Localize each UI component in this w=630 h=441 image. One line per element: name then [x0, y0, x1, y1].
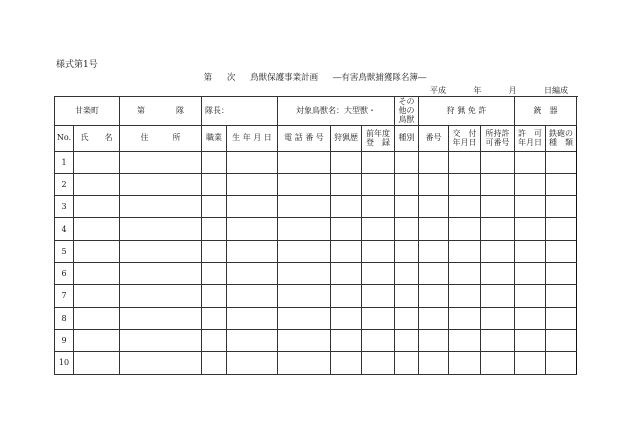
blank-entry-cell[interactable] [120, 263, 202, 285]
blank-entry-cell[interactable] [331, 285, 362, 307]
blank-entry-cell[interactable] [546, 151, 577, 173]
blank-entry-cell[interactable] [331, 218, 362, 240]
blank-entry-cell[interactable] [515, 329, 546, 351]
blank-entry-cell[interactable] [515, 285, 546, 307]
blank-entry-cell[interactable] [419, 285, 449, 307]
table-row [55, 329, 577, 351]
blank-entry-cell[interactable] [227, 151, 278, 173]
col-phone: 電 話 番 号 [278, 125, 331, 151]
blank-entry-cell[interactable] [120, 173, 202, 195]
date-era: 平成 [430, 86, 446, 95]
blank-entry-cell[interactable] [515, 218, 546, 240]
town-cell: 甘楽町 [55, 97, 120, 126]
blank-entry-cell[interactable] [202, 196, 227, 218]
blank-entry-cell[interactable] [278, 218, 331, 240]
col-issue-date: 交 付 年月日 [449, 125, 481, 151]
row-number: 9 [55, 329, 74, 351]
title-ordinal-suffix: 次 [226, 73, 236, 83]
blank-entry-cell[interactable] [278, 263, 331, 285]
blank-entry-cell[interactable] [546, 196, 577, 218]
blank-entry-cell[interactable] [278, 329, 331, 351]
blank-entry-cell[interactable] [449, 352, 481, 374]
team-suffix: 隊 [176, 106, 185, 116]
blank-entry-cell[interactable] [74, 329, 120, 351]
blank-entry-cell[interactable] [419, 329, 449, 351]
row-number: 6 [55, 263, 74, 285]
col-gun-kind: 鉄砲の 種 類 [546, 125, 577, 151]
blank-entry-cell[interactable] [74, 240, 120, 262]
blank-entry-cell[interactable] [362, 173, 395, 195]
title-register: ―有害鳥獣捕獲隊名簿― [332, 73, 427, 83]
blank-entry-cell[interactable] [395, 218, 419, 240]
blank-entry-cell[interactable] [419, 263, 449, 285]
blank-entry-cell[interactable] [362, 307, 395, 329]
date-month: 月 [508, 86, 517, 95]
blank-entry-cell[interactable] [278, 285, 331, 307]
blank-entry-cell[interactable] [515, 196, 546, 218]
header-row-top [55, 97, 577, 126]
col-permit-date: 許 可 年月日 [515, 125, 546, 151]
blank-entry-cell[interactable] [202, 173, 227, 195]
license-header: 狩 猟 免 許 [419, 97, 515, 126]
row-number: 2 [55, 173, 74, 195]
row-number: 8 [55, 307, 74, 329]
col-no: No. [55, 125, 74, 151]
blank-entry-cell[interactable] [481, 240, 515, 262]
blank-entry-cell[interactable] [546, 329, 577, 351]
blank-entry-cell[interactable] [331, 352, 362, 374]
form-number: 様式第1号 [56, 60, 98, 70]
blank-entry-cell[interactable] [202, 329, 227, 351]
blank-entry-cell[interactable] [449, 151, 481, 173]
table-row [55, 352, 577, 374]
col-prev-registration: 前年度 登 録 [362, 125, 395, 151]
date-year: 年 [473, 86, 482, 95]
blank-entry-cell[interactable] [202, 151, 227, 173]
blank-entry-cell[interactable] [74, 151, 120, 173]
blank-entry-cell[interactable] [74, 352, 120, 374]
blank-entry-cell[interactable] [278, 352, 331, 374]
blank-entry-cell[interactable] [362, 263, 395, 285]
table-row [55, 196, 577, 218]
blank-entry-cell[interactable] [546, 173, 577, 195]
blank-entry-cell[interactable] [120, 196, 202, 218]
blank-entry-cell[interactable] [227, 173, 278, 195]
blank-entry-cell[interactable] [419, 218, 449, 240]
blank-entry-cell[interactable] [481, 218, 515, 240]
blank-entry-cell[interactable] [362, 196, 395, 218]
blank-entry-cell[interactable] [202, 263, 227, 285]
col-license-number: 番号 [419, 125, 449, 151]
col-hunting-history: 狩猟歴 [331, 125, 362, 151]
register-table [54, 96, 577, 375]
blank-entry-cell[interactable] [120, 240, 202, 262]
blank-entry-cell[interactable] [120, 352, 202, 374]
blank-entry-cell[interactable] [362, 151, 395, 173]
team-prefix: 第 [136, 106, 145, 116]
other-species-cell: その他の鳥獣 [395, 97, 419, 126]
blank-entry-cell[interactable] [481, 151, 515, 173]
blank-entry-cell[interactable] [449, 263, 481, 285]
table-row [55, 307, 577, 329]
blank-entry-cell[interactable] [120, 329, 202, 351]
blank-entry-cell[interactable] [227, 352, 278, 374]
blank-entry-cell[interactable] [395, 151, 419, 173]
blank-entry-cell[interactable] [515, 263, 546, 285]
leader-cell: 隊長： [202, 97, 278, 126]
blank-entry-cell[interactable] [202, 240, 227, 262]
blank-entry-cell[interactable] [331, 240, 362, 262]
col-permit-number: 所持許 可番号 [481, 125, 515, 151]
row-number: 3 [55, 196, 74, 218]
form-title [0, 71, 630, 83]
blank-entry-cell[interactable] [227, 218, 278, 240]
blank-entry-cell[interactable] [120, 151, 202, 173]
blank-entry-cell[interactable] [74, 173, 120, 195]
blank-entry-cell[interactable] [449, 240, 481, 262]
blank-entry-cell[interactable] [481, 352, 515, 374]
date-day: 日編成 [543, 86, 568, 95]
col-address: 住 所 [120, 125, 202, 151]
blank-entry-cell[interactable] [481, 263, 515, 285]
blank-entry-cell[interactable] [278, 196, 331, 218]
table-row [55, 173, 577, 195]
row-number: 4 [55, 218, 74, 240]
blank-entry-cell[interactable] [546, 307, 577, 329]
blank-entry-cell[interactable] [449, 196, 481, 218]
row-number: 1 [55, 151, 74, 173]
blank-entry-cell[interactable] [331, 329, 362, 351]
blank-entry-cell[interactable] [74, 263, 120, 285]
blank-entry-cell[interactable] [362, 329, 395, 351]
blank-entry-cell[interactable] [227, 263, 278, 285]
blank-entry-cell[interactable] [227, 329, 278, 351]
blank-entry-cell[interactable] [202, 307, 227, 329]
col-name: 氏 名 [74, 125, 120, 151]
header-row-columns [55, 125, 577, 151]
blank-entry-cell[interactable] [395, 263, 419, 285]
blank-entry-cell[interactable] [449, 218, 481, 240]
blank-entry-cell[interactable] [202, 352, 227, 374]
table-row [55, 151, 577, 173]
blank-entry-cell[interactable] [419, 173, 449, 195]
col-license-kind: 種別 [395, 125, 419, 151]
blank-entry-cell[interactable] [395, 352, 419, 374]
blank-entry-cell[interactable] [362, 240, 395, 262]
blank-entry-cell[interactable] [449, 173, 481, 195]
team-cell [120, 97, 202, 126]
blank-entry-cell[interactable] [481, 285, 515, 307]
blank-entry-cell[interactable] [278, 240, 331, 262]
row-number: 5 [55, 240, 74, 262]
blank-entry-cell[interactable] [546, 240, 577, 262]
blank-entry-cell[interactable] [227, 240, 278, 262]
blank-entry-cell[interactable] [395, 285, 419, 307]
row-number: 7 [55, 285, 74, 307]
blank-entry-cell[interactable] [362, 352, 395, 374]
blank-entry-cell[interactable] [227, 196, 278, 218]
blank-entry-cell[interactable] [74, 218, 120, 240]
blank-entry-cell[interactable] [515, 307, 546, 329]
blank-entry-cell[interactable] [395, 240, 419, 262]
blank-entry-cell[interactable] [419, 307, 449, 329]
blank-entry-cell[interactable] [546, 285, 577, 307]
blank-entry-cell[interactable] [546, 263, 577, 285]
blank-entry-cell[interactable] [331, 196, 362, 218]
blank-entry-cell[interactable] [278, 307, 331, 329]
blank-entry-cell[interactable] [395, 173, 419, 195]
col-occupation: 職業 [202, 125, 227, 151]
blank-entry-cell[interactable] [419, 240, 449, 262]
title-plan: 鳥獣保護事業計画 [250, 73, 319, 83]
blank-entry-cell[interactable] [278, 173, 331, 195]
blank-entry-cell[interactable] [395, 196, 419, 218]
blank-entry-cell[interactable] [331, 151, 362, 173]
table-row [55, 218, 577, 240]
blank-entry-cell[interactable] [331, 173, 362, 195]
blank-entry-cell[interactable] [419, 196, 449, 218]
blank-entry-cell[interactable] [227, 307, 278, 329]
blank-entry-cell[interactable] [449, 307, 481, 329]
blank-entry-cell[interactable] [481, 307, 515, 329]
blank-entry-cell[interactable] [202, 218, 227, 240]
row-number: 10 [55, 352, 74, 374]
blank-entry-cell[interactable] [515, 240, 546, 262]
blank-entry-cell[interactable] [515, 151, 546, 173]
blank-entry-cell[interactable] [278, 151, 331, 173]
table-row [55, 285, 577, 307]
gun-header: 銃 器 [515, 97, 577, 126]
blank-entry-cell[interactable] [546, 352, 577, 374]
blank-entry-cell[interactable] [481, 173, 515, 195]
blank-entry-cell[interactable] [120, 307, 202, 329]
blank-entry-cell[interactable] [481, 329, 515, 351]
target-species-cell: 対象鳥獣名：大型獣・ [278, 97, 395, 126]
blank-entry-cell[interactable] [202, 285, 227, 307]
blank-entry-cell[interactable] [74, 285, 120, 307]
blank-entry-cell[interactable] [227, 285, 278, 307]
blank-entry-cell[interactable] [120, 285, 202, 307]
blank-entry-cell[interactable] [419, 352, 449, 374]
blank-entry-cell[interactable] [419, 151, 449, 173]
blank-entry-cell[interactable] [481, 196, 515, 218]
table-row [55, 240, 577, 262]
blank-entry-cell[interactable] [395, 307, 419, 329]
blank-entry-cell[interactable] [362, 218, 395, 240]
blank-entry-cell[interactable] [362, 285, 395, 307]
table-row [55, 263, 577, 285]
blank-entry-cell[interactable] [449, 285, 481, 307]
blank-entry-cell[interactable] [331, 263, 362, 285]
blank-entry-cell[interactable] [74, 307, 120, 329]
blank-entry-cell[interactable] [546, 218, 577, 240]
blank-entry-cell[interactable] [74, 196, 120, 218]
blank-entry-cell[interactable] [515, 173, 546, 195]
blank-entry-cell[interactable] [120, 218, 202, 240]
blank-entry-cell[interactable] [449, 329, 481, 351]
blank-entry-cell[interactable] [515, 352, 546, 374]
col-birthdate: 生 年 月 日 [227, 125, 278, 151]
register-rows [55, 151, 577, 374]
blank-entry-cell[interactable] [331, 307, 362, 329]
blank-entry-cell[interactable] [395, 329, 419, 351]
formation-date [430, 85, 568, 96]
title-ordinal-prefix: 第 [203, 73, 213, 83]
